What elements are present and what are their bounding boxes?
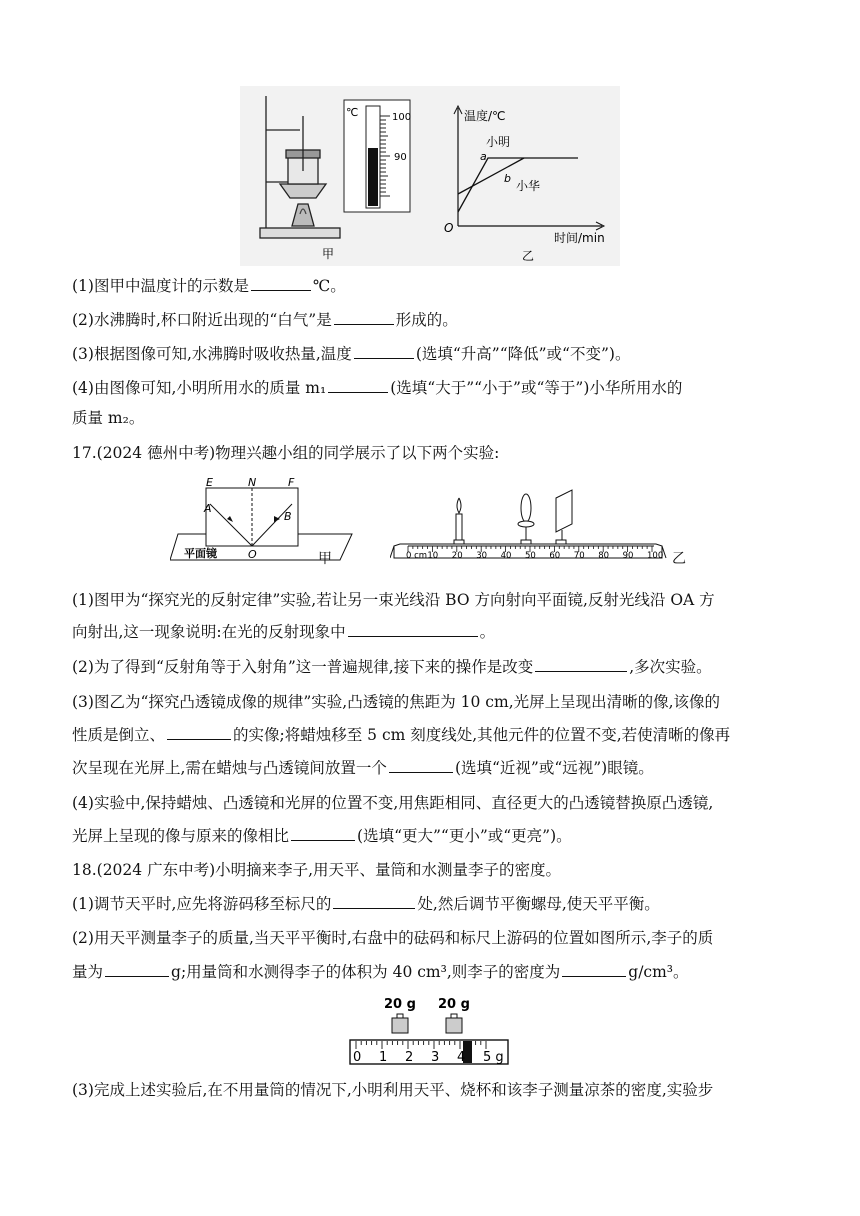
answer-blank[interactable] bbox=[333, 894, 415, 909]
q17-2-post: 。 bbox=[479, 623, 496, 641]
scale-tick-label: 3 bbox=[431, 1050, 440, 1065]
q18-1-post: 处,然后调节平衡螺母,使天平平衡。 bbox=[417, 895, 660, 913]
weight-icon bbox=[446, 1014, 462, 1033]
q17-line-7: (4)实验中,保持蜡烛、凸透镜和光屏的位置不变,用焦距相同、直径更大的凸透镜替换原凸透镜, bbox=[72, 794, 714, 812]
answer-blank[interactable] bbox=[328, 378, 388, 393]
q17-8-post: (选填“更大”“更小”或“更亮”)。 bbox=[357, 827, 572, 845]
thermo-tick-90: 90 bbox=[394, 152, 407, 163]
answer-blank[interactable] bbox=[251, 276, 311, 291]
q18-line-4: (3)完成上述实验后,在不用量筒的情况下,小明利用天平、烧杯和该李子测量凉茶的密度,实验步 bbox=[72, 1081, 714, 1099]
q17-3-text: (2)为了得到“反射角等于入射角”这一普遍规律,接下来的操作是改变 bbox=[72, 658, 534, 676]
q16-line-3 bbox=[72, 344, 630, 364]
q16-line-4 bbox=[72, 378, 682, 398]
q18-line-1 bbox=[72, 894, 660, 914]
bench-tick-label: 70 bbox=[573, 551, 585, 561]
answer-blank[interactable] bbox=[291, 826, 355, 841]
q16-4-post: (选填“大于”“小于”或“等于”)小华所用水的 bbox=[390, 379, 683, 397]
scale-tick-label: 5 g bbox=[483, 1050, 504, 1065]
answer-blank[interactable] bbox=[348, 622, 478, 637]
graph-origin: O bbox=[444, 221, 454, 235]
curve-a-name: 小明 bbox=[486, 135, 511, 149]
q16-2-post: 形成的。 bbox=[395, 311, 458, 329]
answer-blank[interactable] bbox=[535, 657, 627, 672]
scale-tick-label: 1 bbox=[379, 1050, 388, 1065]
q17-6-text: 次呈现在光屏上,需在蜡烛与凸透镜间放置一个 bbox=[72, 759, 387, 777]
thermo-unit: ℃ bbox=[346, 106, 359, 119]
q18-line-3 bbox=[72, 962, 689, 982]
q18-title: 18.(2024 广东中考)小明摘来李子,用天平、量筒和水测量李子的密度。 bbox=[72, 861, 562, 879]
q16-3-post: (选填“升高”“降低”或“不变”)。 bbox=[415, 345, 631, 363]
q17-title: 17.(2024 德州中考)物理兴趣小组的同学展示了以下两个实验: bbox=[72, 444, 500, 462]
graph-xlabel: 时间/min bbox=[554, 231, 605, 245]
answer-blank[interactable] bbox=[334, 310, 394, 325]
q18-line-2: (2)用天平测量李子的质量,当天平平衡时,右盘中的砝码和标尺上游码的位置如图所示,李子的质 bbox=[72, 929, 714, 947]
label-O: O bbox=[248, 548, 257, 561]
q16-line-1 bbox=[72, 276, 346, 296]
q16-line-2 bbox=[72, 310, 458, 330]
q17-line-6 bbox=[72, 758, 654, 778]
bench-tick-label: 100 bbox=[647, 551, 664, 561]
q17-line-8 bbox=[72, 826, 572, 846]
label-jia-17: 甲 bbox=[318, 551, 332, 567]
label-yi: 乙 bbox=[522, 249, 535, 263]
scale-tick-label: 4 bbox=[457, 1050, 466, 1065]
weight-label-2: 20 g bbox=[438, 997, 470, 1012]
answer-blank[interactable] bbox=[105, 962, 169, 977]
curve-a-label: a bbox=[480, 150, 487, 163]
q17-line-4: (3)图乙为“探究凸透镜成像的规律”实验,凸透镜的焦距为 10 cm,光屏上呈现出清晰的像,该像的 bbox=[72, 693, 721, 711]
answer-blank[interactable] bbox=[354, 344, 414, 359]
q16-line-5: 质量 m₂。 bbox=[72, 409, 145, 427]
bench-tick-label: 20 bbox=[451, 551, 463, 561]
q17-line-5 bbox=[72, 725, 730, 745]
thermo-tick-100: 100 bbox=[392, 112, 412, 123]
q17-5-text: 性质是倒立、 bbox=[72, 726, 166, 744]
q17-5-post: 的实像;将蜡烛移至 5 cm 刻度线处,其他元件的位置不变,若使清晰的像再 bbox=[233, 726, 731, 744]
bench-tick-label: 40 bbox=[500, 551, 512, 561]
q17-line-2 bbox=[72, 622, 495, 642]
label-F: F bbox=[288, 478, 295, 489]
bench-tick-label: 80 bbox=[598, 551, 610, 561]
bench-tick-label: 10 bbox=[427, 551, 439, 561]
graph-ylabel: 温度/℃ bbox=[464, 109, 506, 123]
q17-line-3 bbox=[72, 657, 712, 677]
q16-3-text: (3)根据图像可知,水沸腾时吸收热量,温度 bbox=[72, 345, 352, 363]
scale-tick-label: 0 bbox=[353, 1050, 362, 1065]
q16-2-text: (2)水沸腾时,杯口附近出现的“白气”是 bbox=[72, 311, 332, 329]
label-yi-17: 乙 bbox=[672, 551, 686, 567]
q17-2-text: 向射出,这一现象说明:在光的反射现象中 bbox=[72, 623, 346, 641]
bench-tick-label: 30 bbox=[476, 551, 488, 561]
answer-blank[interactable] bbox=[167, 725, 231, 740]
weight-icon bbox=[392, 1014, 408, 1033]
thermometer-closeup bbox=[344, 100, 411, 212]
label-N: N bbox=[248, 478, 257, 489]
q17-line-1: (1)图甲为“探究光的反射定律”实验,若让另一束光线沿 BO 方向射向平面镜,反射光线沿 OA 方 bbox=[72, 591, 715, 609]
q16-4-text: (4)由图像可知,小明所用水的质量 m₁ bbox=[72, 379, 327, 397]
label-mirror: 平面镜 bbox=[184, 547, 217, 560]
q18-3-text-a: 量为 bbox=[72, 963, 104, 981]
q18-1-text: (1)调节天平时,应先将游码移至标尺的 bbox=[72, 895, 332, 913]
label-jia: 甲 bbox=[322, 247, 335, 261]
bench-tick-label: 0 cm bbox=[406, 551, 428, 561]
curve-b-label: b bbox=[504, 172, 511, 185]
label-E: E bbox=[206, 478, 213, 489]
q16-1-text: (1)图甲中温度计的示数是 bbox=[72, 277, 249, 295]
figure-boiling bbox=[240, 86, 620, 266]
weight-label-1: 20 g bbox=[384, 997, 416, 1012]
q17-8-text: 光屏上呈现的像与原来的像相比 bbox=[72, 827, 290, 845]
bench-tick-label: 60 bbox=[549, 551, 561, 561]
q17-3-post: ,多次实验。 bbox=[629, 658, 712, 676]
label-A: A bbox=[204, 502, 212, 515]
optical-bench-figure bbox=[390, 484, 690, 566]
bench-tick-label: 90 bbox=[622, 551, 634, 561]
bench-tick-label: 50 bbox=[525, 551, 536, 561]
q16-1-post: ℃。 bbox=[312, 277, 346, 295]
q17-6-post: (选填“近视”或“远视”)眼镜。 bbox=[454, 759, 654, 777]
curve-b-name: 小华 bbox=[516, 179, 541, 193]
answer-blank[interactable] bbox=[389, 758, 453, 773]
q18-3-text-c: g/cm³。 bbox=[628, 963, 689, 981]
scale-tick-label: 2 bbox=[405, 1050, 414, 1065]
q18-3-text-b: g;用量筒和水测得李子的体积为 40 cm³,则李子的密度为 bbox=[171, 963, 561, 981]
answer-blank[interactable] bbox=[562, 962, 626, 977]
balance-scale-figure bbox=[346, 994, 516, 1068]
label-B: B bbox=[284, 510, 292, 523]
